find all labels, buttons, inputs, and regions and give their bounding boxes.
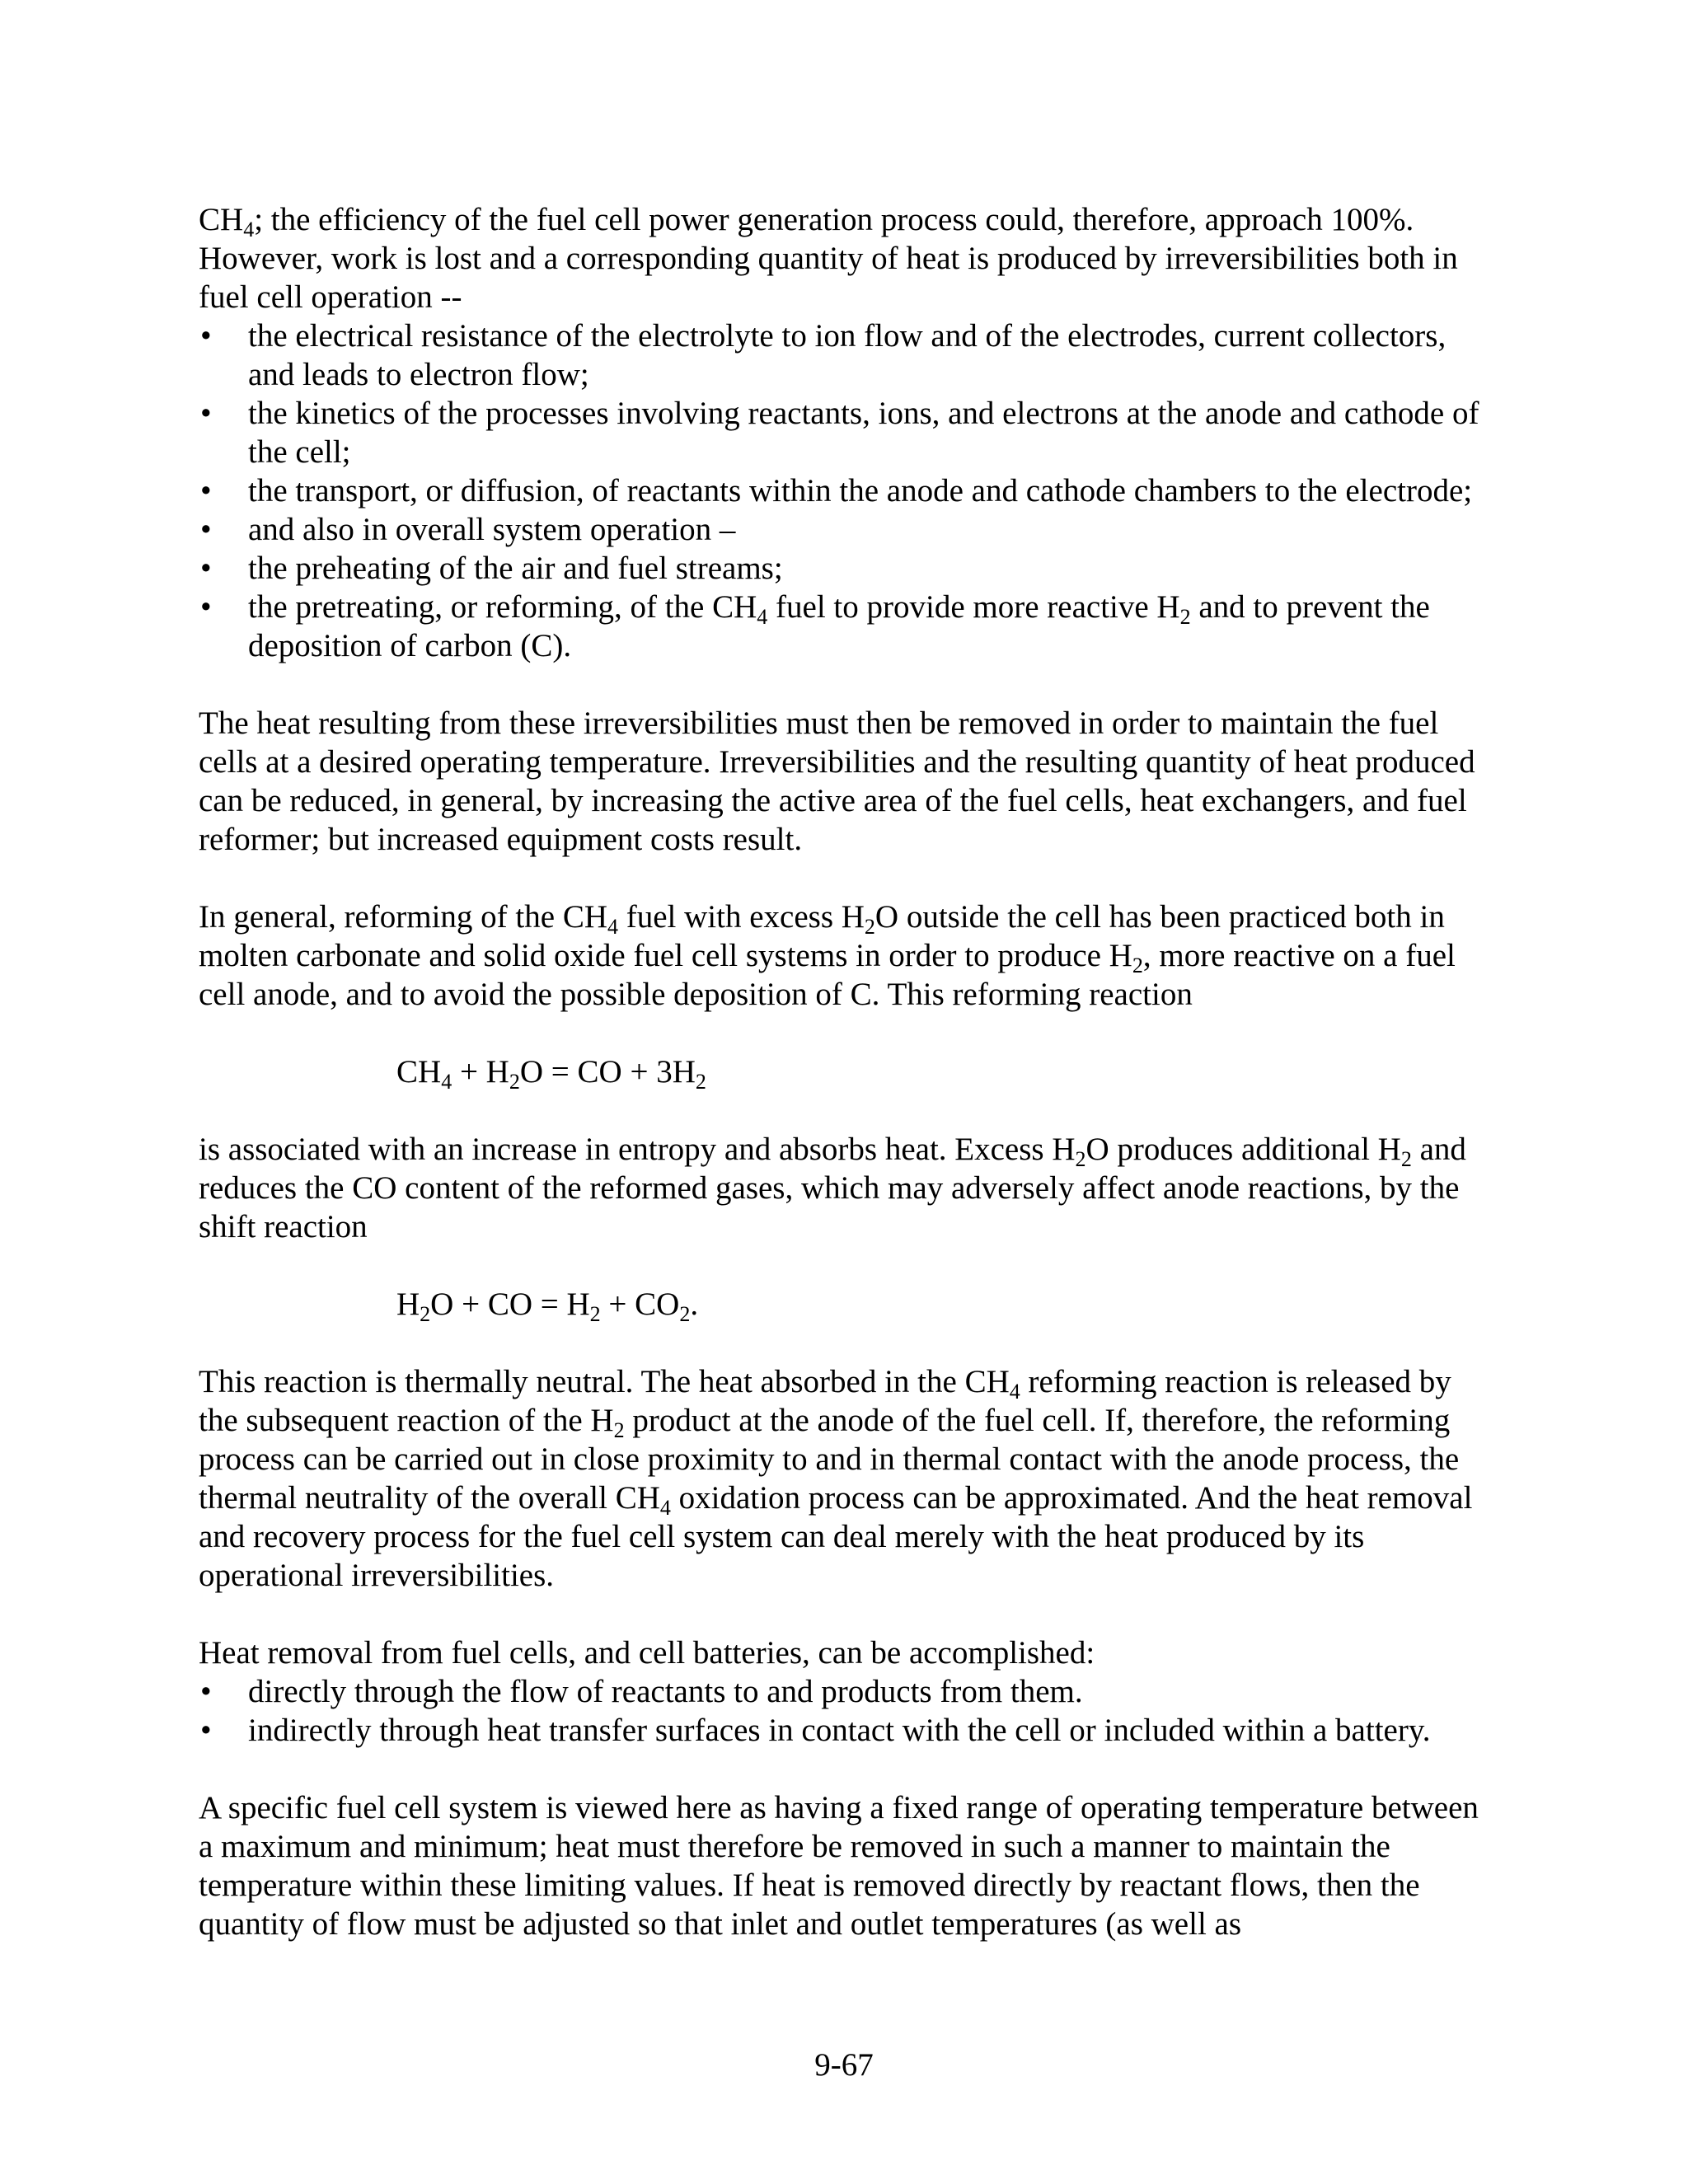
list-item: • the kinetics of the processes involving reactants, ions, and electrons at the anode and cathode of the cell; — [200, 396, 1479, 470]
bullet-icon: • — [200, 589, 212, 625]
list-item: • the pretreating, or reforming, of the $CH_4$ fuel to provide more reactive $H_2$ and to prevent the deposition of carbon (C). — [200, 589, 1430, 663]
shift-equation: $H_2O$ + CO = $H_2 + CO_2$. — [396, 1286, 699, 1326]
entropy-paragraph: is associated with an increase in entropy and absorbs heat. Excess $H_2O$ produces additional $H_2$ and reduces the CO content of the reformed gases, which may adversely affect anode reactions, by the shift reaction — [199, 1132, 1466, 1244]
reforming-equation: $CH_4 + H_2O$ = CO + $3H_2$ — [396, 1054, 706, 1094]
list-item: • indirectly through heat transfer surfaces in contact with the cell or included within a battery. — [200, 1713, 1431, 1748]
list-item: • directly through the flow of reactants to and products from them. — [200, 1674, 1083, 1709]
list-item: • the preheating of the air and fuel streams; — [200, 551, 783, 586]
bullet-icon: • — [200, 1713, 212, 1748]
heat-removal-list — [199, 1672, 1493, 1750]
list-item: • the transport, or diffusion, of reactants within the anode and cathode chambers to the electrode; — [200, 473, 1473, 509]
heat-removal-methods-paragraph: Heat removal from fuel cells, and cell batteries, can be accomplished: — [199, 1635, 1095, 1671]
reforming-paragraph: In general, reforming of the $CH_4$ fuel with excess $H_2O$ outside the cell has been practiced both in molten carbonate and solid oxide fuel cell systems in order to produce $H_2$, more reactive on a fuel cell anode, and to avoid the possible deposition of C. This reforming reaction — [199, 899, 1456, 1012]
heat-removal-paragraph: The heat resulting from these irreversibilities must then be removed in order to maintain the fuel cells at a desired operating temperature. Irreversibilities and the resulting quantity of heat produced can be reduced, in general, by increasing the active area of the fuel cells, heat exchangers, and fuel reformer; but increased equipment costs result. — [199, 705, 1475, 857]
bullet-icon: • — [200, 396, 212, 431]
bullet-icon: • — [200, 1674, 212, 1709]
irreversibility-list — [199, 316, 1493, 665]
intro-paragraph: $CH_4$; the efficiency of the fuel cell power generation process could, therefore, approach 100%. However, work is lost and a corresponding quantity of heat is produced by irreversibilities both in fuel cell operation -- — [199, 202, 1458, 315]
thermal-neutrality-paragraph: This reaction is thermally neutral. The heat absorbed in the $CH_4$ reforming reaction is released by the subsequent reaction of the $H_2$ product at the anode of the fuel cell. If, therefore, the reforming process can be carried out in close proximity to and in thermal contact with the anode process, the thermal neutrality of the overall $CH_4$ oxidation process can be approximated. And the heat removal and recovery process for the fuel cell system can deal merely with the heat produced by its operational irreversibilities. — [199, 1364, 1473, 1593]
page-number: 9-67 — [814, 2047, 874, 2083]
bullet-icon: • — [200, 473, 212, 509]
list-item: • and also in overall system operation – — [200, 512, 736, 547]
bullet-icon: • — [200, 551, 212, 586]
bullet-icon: • — [200, 318, 212, 354]
operating-temperature-paragraph: A specific fuel cell system is viewed here as having a fixed range of operating temperature between a maximum and minimum; heat must therefore be removed in such a manner to maintain the temperature within these limiting values. If heat is removed directly by reactant flows, then the quantity of flow must be adjusted so that inlet and outlet temperatures (as well as — [199, 1790, 1479, 1942]
document-body — [199, 200, 1493, 1943]
list-item: • the electrical resistance of the electrolyte to ion flow and of the electrodes, current collectors, and leads to electron flow; — [200, 318, 1447, 392]
bullet-icon: • — [200, 512, 212, 547]
